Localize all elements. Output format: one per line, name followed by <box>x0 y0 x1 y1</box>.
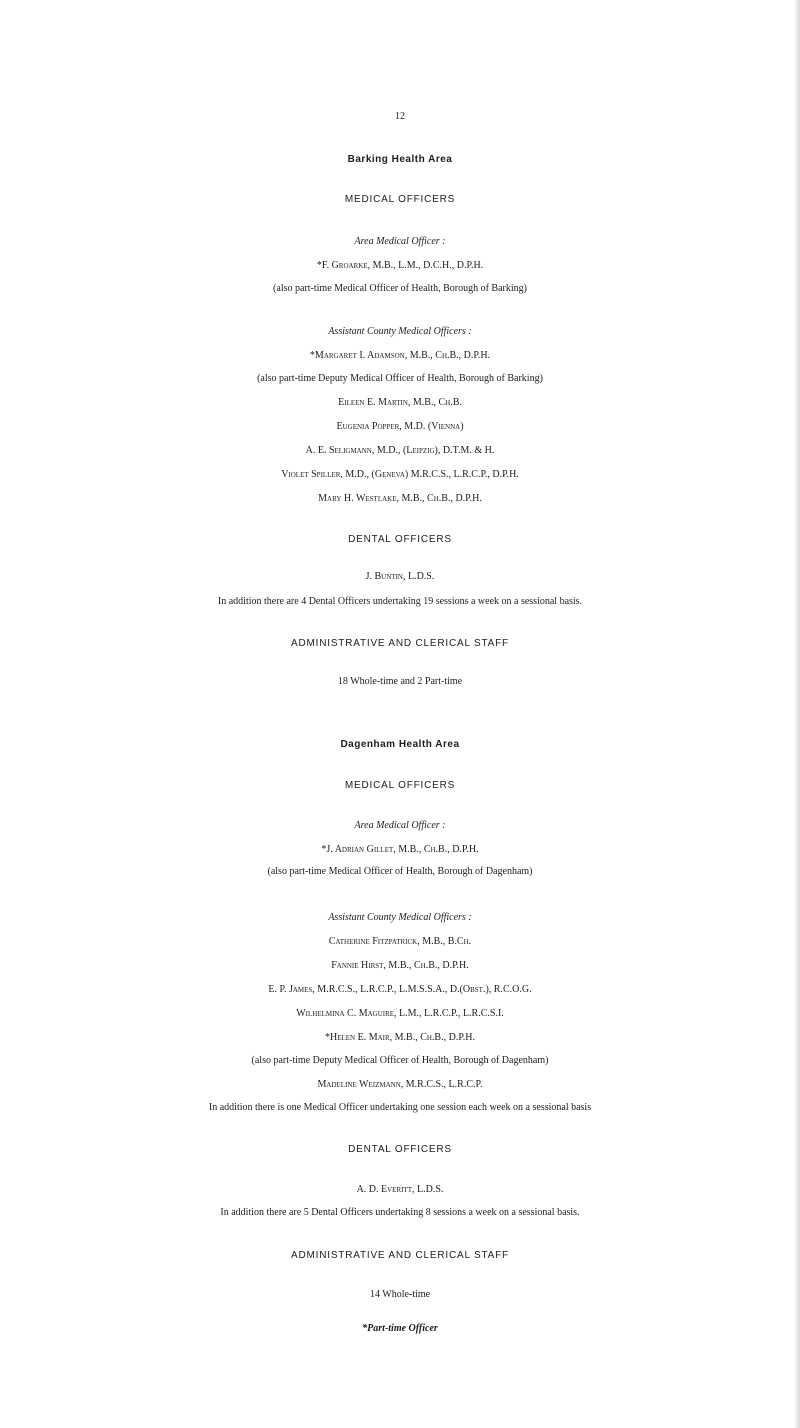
dagenham-dental-note: In addition there are 5 Dental Officers undertaking 8 sessions a week on a sessional basis. <box>220 1207 580 1218</box>
barking-dental-officer-name: J. Buntin, L.D.S. <box>365 571 435 582</box>
dagenham-assistant-item: E. P. James, M.R.C.S., L.R.C.P., L.M.S.S.A., D.(Obst.), R.C.O.G. <box>268 984 532 995</box>
dagenham-area-mo-label: Area Medical Officer : <box>354 820 446 831</box>
barking-assistant-item: Eugenia Popper, M.D. (Vienna) <box>336 421 464 432</box>
barking-dental-officers-heading: DENTAL OFFICERS <box>348 534 452 545</box>
dagenham-assistant-item: Catherine Fitzpatrick, M.B., B.Ch. <box>328 936 472 947</box>
dagenham-area-mo-name: *J. Adrian Gillet, M.B., Ch.B., D.P.H. <box>321 844 479 855</box>
barking-dental-note: In addition there are 4 Dental Officers undertaking 19 sessions a week on a sessional basis. <box>217 596 583 607</box>
dagenham-assistant-label: Assistant County Medical Officers : <box>328 912 472 923</box>
barking-medical-officers-heading: MEDICAL OFFICERS <box>344 194 456 205</box>
dagenham-area-mo-note: (also part-time Medical Officer of Health, Borough of Dagenham) <box>267 866 533 877</box>
barking-assistant-item: (also part-time Deputy Medical Officer of Health, Borough of Barking) <box>257 373 543 384</box>
dagenham-admin-staff-heading: ADMINISTRATIVE AND CLERICAL STAFF <box>291 1250 509 1261</box>
barking-assistant-item: Eileen E. Martin, M.B., Ch.B. <box>338 397 462 408</box>
dagenham-assistant-item: Madeline Weizmann, M.R.C.S., L.R.C.P. <box>317 1079 483 1090</box>
dagenham-medical-officers-heading: MEDICAL OFFICERS <box>344 780 456 791</box>
barking-area-mo-note: (also part-time Medical Officer of Health, Borough of Barking) <box>273 283 527 294</box>
dagenham-dental-officers-heading: DENTAL OFFICERS <box>348 1144 452 1155</box>
page-number: 12 <box>395 111 405 122</box>
barking-assistant-item: Mary H. Westlake, M.B., Ch.B., D.P.H. <box>318 493 482 504</box>
dagenham-area-heading: Dagenham Health Area <box>340 739 460 750</box>
page-edge-shadow <box>794 0 800 1428</box>
dagenham-assistant-item: Fannie Hirst, M.B., Ch.B., D.P.H. <box>331 960 469 971</box>
barking-area-mo-name: *F. Groarke, M.B., L.M., D.C.H., D.P.H. <box>316 260 484 271</box>
dagenham-admin-staff-count: 14 Whole-time <box>369 1289 431 1300</box>
barking-assistant-item: *Margaret I. Adamson, M.B., Ch.B., D.P.H. <box>309 350 491 361</box>
dagenham-assistant-item: *Helen E. Mair, M.B., Ch.B., D.P.H. <box>324 1032 475 1043</box>
dagenham-assistant-item: (also part-time Deputy Medical Officer of Health, Borough of Dagenham) <box>251 1055 549 1066</box>
barking-admin-staff-heading: ADMINISTRATIVE AND CLERICAL STAFF <box>291 638 509 649</box>
barking-admin-staff-count: 18 Whole-time and 2 Part-time <box>337 676 463 687</box>
barking-assistant-item: Violet Spiller, M.D., (Geneva) M.R.C.S., L.R.C.P., D.P.H. <box>281 469 519 480</box>
part-time-footnote: *Part-time Officer <box>362 1323 438 1334</box>
barking-assistant-item: A. E. Seligmann, M.D., (Leipzig), D.T.M. & H. <box>305 445 495 456</box>
barking-area-heading: Barking Health Area <box>347 154 453 165</box>
dagenham-assistant-item: Wilhelmina C. Maguire, L.M., L.R.C.P., L.R.C.S.I. <box>296 1008 504 1019</box>
barking-area-mo-label: Area Medical Officer : <box>354 236 446 247</box>
barking-assistant-label: Assistant County Medical Officers : <box>328 326 472 337</box>
dagenham-dental-officer-name: A. D. Everitt, L.D.S. <box>356 1184 444 1195</box>
dagenham-sessional-note: In addition there is one Medical Officer undertaking one session each week on a sessional basis <box>208 1102 592 1113</box>
